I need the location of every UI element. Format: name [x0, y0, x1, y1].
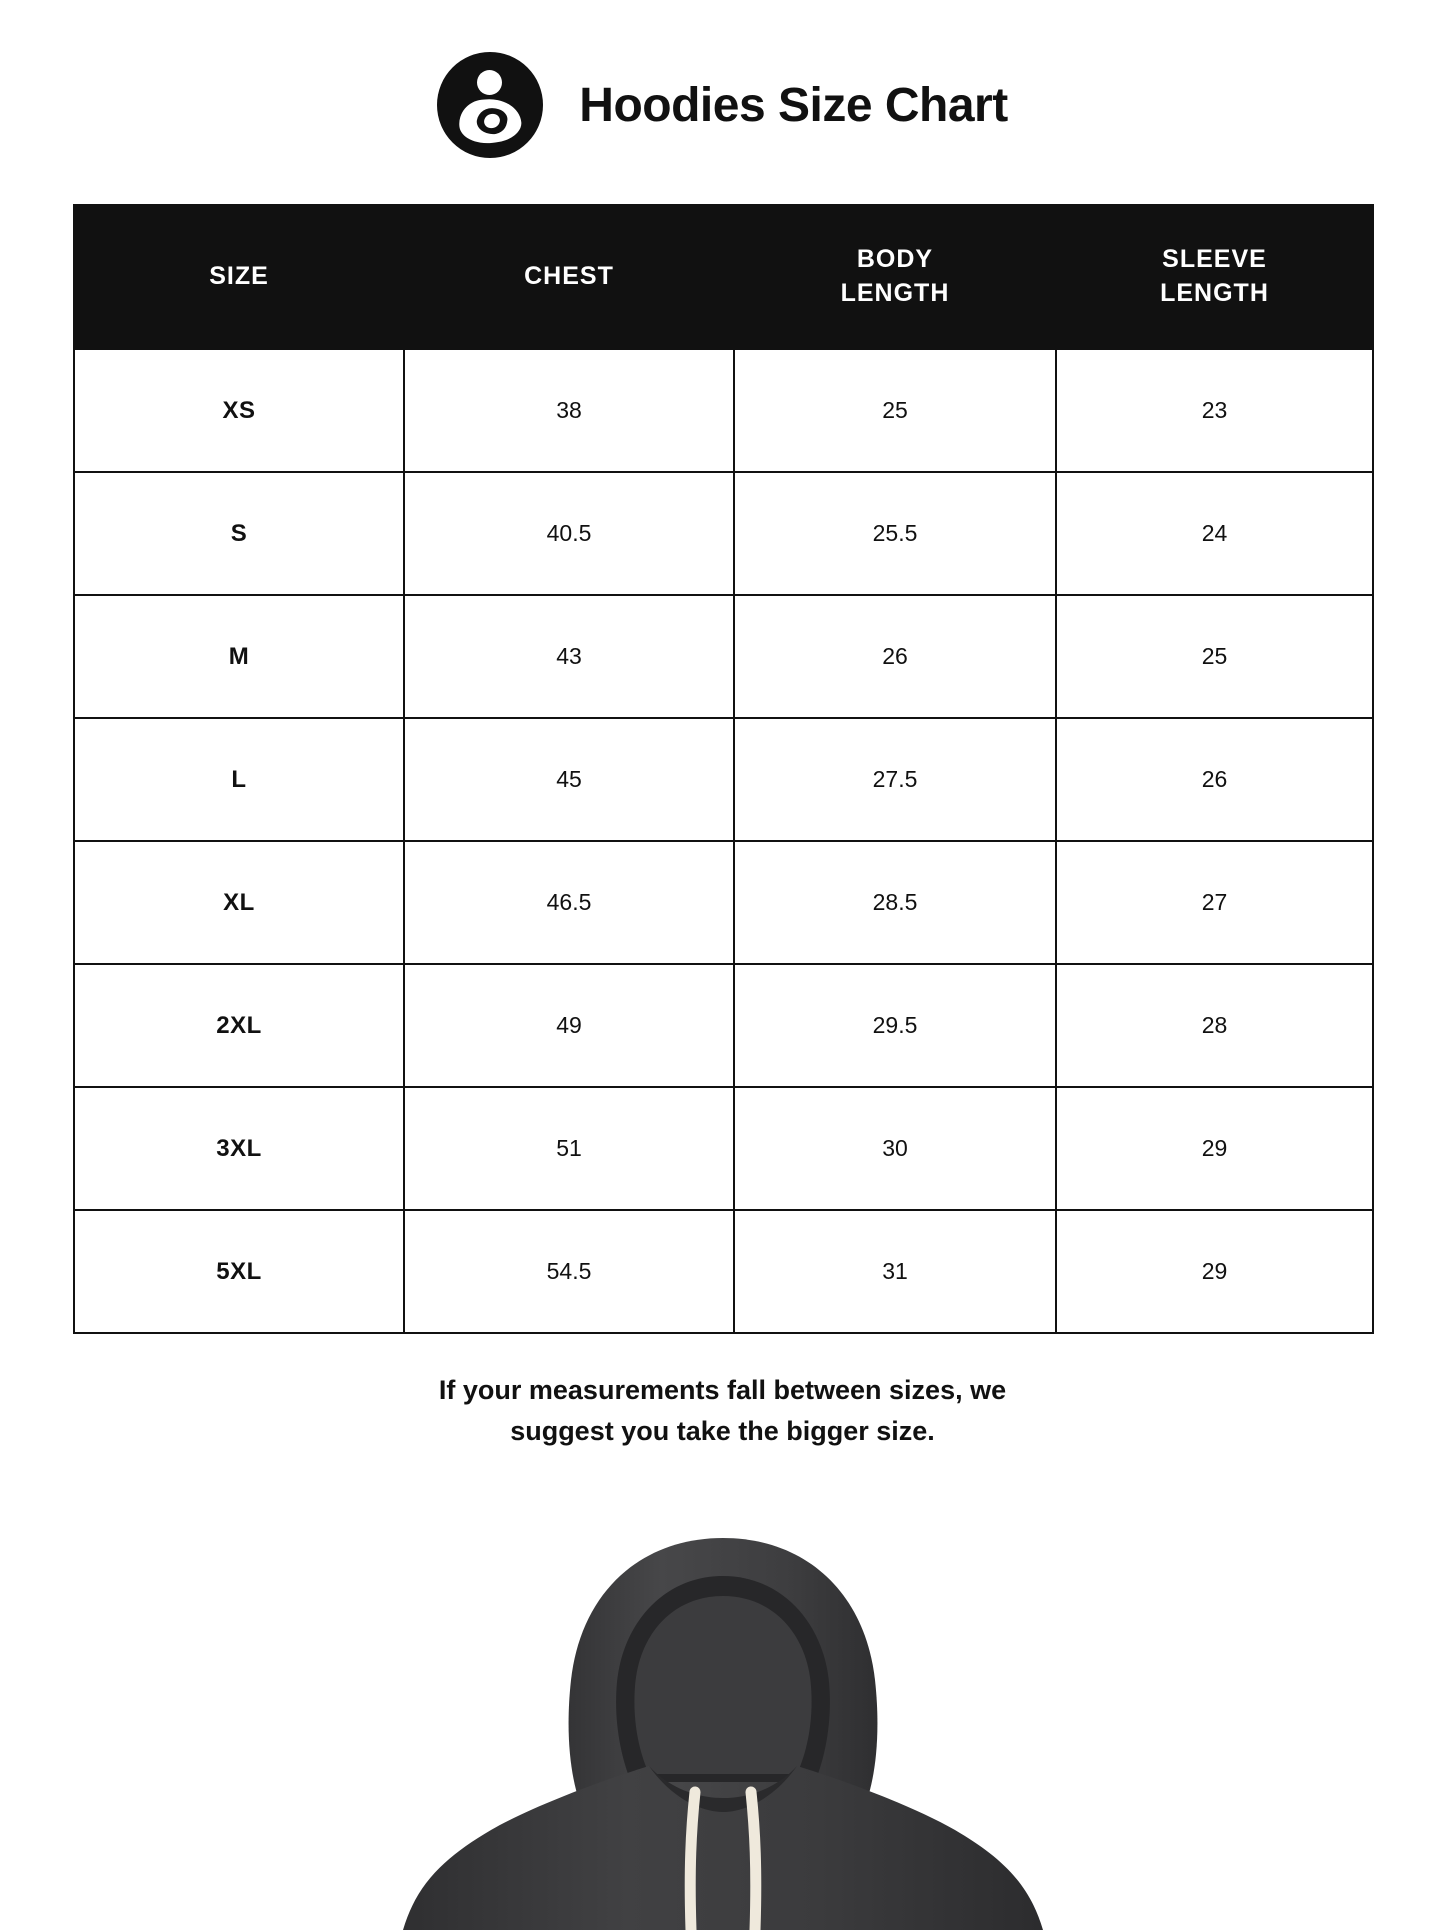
cell-body-length: 25 [734, 349, 1056, 472]
cell-chest: 43 [404, 595, 734, 718]
cell-body-length: 25.5 [734, 472, 1056, 595]
column-header-body-length-line2: LENGTH [840, 279, 950, 307]
table-header-row [74, 205, 1373, 349]
cell-sleeve-length: 23 [1056, 349, 1373, 472]
cell-sleeve-length: 26 [1056, 718, 1373, 841]
cell-chest: 45 [404, 718, 734, 841]
cell-body-length: 31 [734, 1210, 1056, 1333]
sizing-note-line1: If your measurements fall between sizes, we [438, 1375, 1007, 1405]
cell-sleeve-length: 29 [1056, 1210, 1373, 1333]
cell-size: L [74, 718, 404, 841]
column-header-chest-line1: CHEST [524, 262, 614, 291]
size-chart-table [73, 204, 1374, 1334]
cell-body-length: 27.5 [734, 718, 1056, 841]
column-header-body-length-line1: BODY [856, 245, 934, 274]
cell-sleeve-length: 27 [1056, 841, 1373, 964]
cell-size: 3XL [74, 1087, 404, 1210]
cell-body-length: 26 [734, 595, 1056, 718]
page-title: Hoodies Size Chart [579, 78, 1008, 132]
table-row [74, 595, 1373, 718]
cell-chest: 40.5 [404, 472, 734, 595]
column-header-sleeve-length-line1: SLEEVE [1162, 245, 1267, 274]
table-row [74, 1210, 1373, 1333]
cell-chest: 46.5 [404, 841, 734, 964]
column-header-chest [404, 205, 734, 349]
table-row [74, 349, 1373, 472]
hood-opening [634, 1596, 811, 1774]
table-row [74, 841, 1373, 964]
cell-size: 2XL [74, 964, 404, 1087]
brand-logo-icon [437, 52, 543, 158]
cell-size: XL [74, 841, 404, 964]
column-header-sleeve-length [1056, 205, 1373, 349]
cell-chest: 51 [404, 1087, 734, 1210]
column-header-size-line1: SIZE [209, 262, 269, 291]
sizing-note [243, 1370, 1203, 1451]
drawstring-left [690, 1792, 695, 1930]
cell-sleeve-length: 25 [1056, 595, 1373, 718]
logo-head-shape [477, 70, 502, 95]
column-header-body-length [734, 205, 1056, 349]
size-table-container [73, 204, 1372, 1334]
column-header-sleeve-length-line2: LENGTH [1160, 279, 1269, 307]
hoodie-illustration [0, 1530, 1445, 1930]
cell-size: 5XL [74, 1210, 404, 1333]
page-header [0, 0, 1445, 168]
cell-size: XS [74, 349, 404, 472]
cell-sleeve-length: 24 [1056, 472, 1373, 595]
hoodie-graphic [373, 1530, 1073, 1930]
cell-body-length: 29.5 [734, 964, 1056, 1087]
column-header-size [74, 205, 404, 349]
sizing-note-line2: suggest you take the bigger size. [510, 1415, 935, 1446]
cell-body-length: 30 [734, 1087, 1056, 1210]
cell-chest: 54.5 [404, 1210, 734, 1333]
cell-sleeve-length: 29 [1056, 1087, 1373, 1210]
table-row [74, 1087, 1373, 1210]
drawstring-right [751, 1792, 756, 1930]
cell-sleeve-length: 28 [1056, 964, 1373, 1087]
cell-chest: 38 [404, 349, 734, 472]
cell-size: M [74, 595, 404, 718]
table-row [74, 964, 1373, 1087]
cell-chest: 49 [404, 964, 734, 1087]
table-row [74, 472, 1373, 595]
table-row [74, 718, 1373, 841]
table-body [74, 349, 1373, 1333]
cell-body-length: 28.5 [734, 841, 1056, 964]
cell-size: S [74, 472, 404, 595]
table-header [74, 205, 1373, 349]
